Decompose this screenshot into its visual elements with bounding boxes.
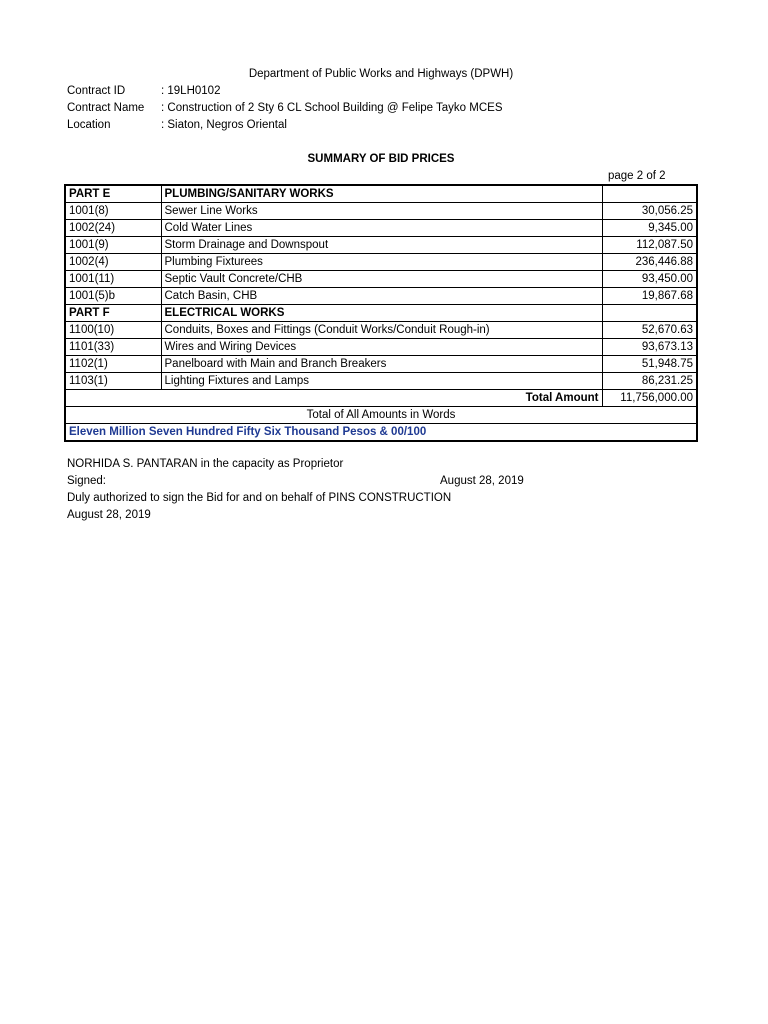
table-row bbox=[65, 237, 697, 254]
item-amount bbox=[602, 185, 697, 203]
item-code: 1001(8) bbox=[65, 203, 161, 220]
signed-label: Signed: bbox=[67, 475, 107, 487]
item-code: PART F bbox=[65, 305, 161, 322]
footer-date: August 28, 2019 bbox=[67, 509, 151, 521]
item-amount: 236,446.88 bbox=[602, 254, 697, 271]
location-value: : Siaton, Negros Oriental bbox=[161, 119, 287, 131]
table-row bbox=[65, 203, 697, 220]
total-label: Total Amount bbox=[65, 390, 602, 407]
item-amount bbox=[602, 305, 697, 322]
item-code: 1100(10) bbox=[65, 322, 161, 339]
item-description: PLUMBING/SANITARY WORKS bbox=[161, 185, 602, 203]
agency-title: Department of Public Works and Highways (DPWH) bbox=[248, 68, 514, 80]
item-code: 1102(1) bbox=[65, 356, 161, 373]
table-row bbox=[65, 271, 697, 288]
table-row bbox=[65, 185, 697, 203]
words-value: Eleven Million Seven Hundred Fifty Six Thousand Pesos & 00/100 bbox=[65, 424, 697, 442]
item-description: Plumbing Fixturees bbox=[161, 254, 602, 271]
item-amount: 86,231.25 bbox=[602, 373, 697, 390]
item-amount: 51,948.75 bbox=[602, 356, 697, 373]
item-code: 1002(24) bbox=[65, 220, 161, 237]
item-code: 1001(9) bbox=[65, 237, 161, 254]
item-amount: 93,450.00 bbox=[602, 271, 697, 288]
authorization-line: Duly authorized to sign the Bid for and on behalf of PINS CONSTRUCTION bbox=[67, 492, 452, 504]
bid-table bbox=[64, 184, 698, 442]
item-description: Conduits, Boxes and Fittings (Conduit Works/Conduit Rough-in) bbox=[161, 322, 602, 339]
item-amount: 52,670.63 bbox=[602, 322, 697, 339]
location-label: Location bbox=[67, 119, 111, 131]
item-description: Lighting Fixtures and Lamps bbox=[161, 373, 602, 390]
words-value-row bbox=[65, 424, 697, 442]
item-amount: 30,056.25 bbox=[602, 203, 697, 220]
words-label-row bbox=[65, 407, 697, 424]
total-value: 11,756,000.00 bbox=[602, 390, 697, 407]
item-description: Storm Drainage and Downspout bbox=[161, 237, 602, 254]
item-description: Sewer Line Works bbox=[161, 203, 602, 220]
signed-date: August 28, 2019 bbox=[440, 475, 524, 487]
summary-title: SUMMARY OF BID PRICES bbox=[307, 153, 455, 165]
table-row bbox=[65, 356, 697, 373]
proprietor-line: NORHIDA S. PANTARAN in the capacity as Proprietor bbox=[67, 458, 344, 470]
item-amount: 112,087.50 bbox=[602, 237, 697, 254]
table-row bbox=[65, 322, 697, 339]
table-row bbox=[65, 373, 697, 390]
contract-id-value: : 19LH0102 bbox=[161, 85, 221, 97]
item-amount: 9,345.00 bbox=[602, 220, 697, 237]
total-row bbox=[65, 390, 697, 407]
item-description: ELECTRICAL WORKS bbox=[161, 305, 602, 322]
words-label: Total of All Amounts in Words bbox=[65, 407, 697, 424]
item-description: Catch Basin, CHB bbox=[161, 288, 602, 305]
item-code: 1103(1) bbox=[65, 373, 161, 390]
item-code: 1001(5)b bbox=[65, 288, 161, 305]
item-amount: 19,867.68 bbox=[602, 288, 697, 305]
item-description: Panelboard with Main and Branch Breakers bbox=[161, 356, 602, 373]
contract-name-label: Contract Name bbox=[67, 102, 145, 114]
bid-table-body bbox=[65, 185, 697, 390]
item-amount: 93,673.13 bbox=[602, 339, 697, 356]
item-code: PART E bbox=[65, 185, 161, 203]
page-number: page 2 of 2 bbox=[608, 170, 666, 182]
table-row bbox=[65, 220, 697, 237]
item-description: Septic Vault Concrete/CHB bbox=[161, 271, 602, 288]
contract-id-label: Contract ID bbox=[67, 85, 126, 97]
item-code: 1001(11) bbox=[65, 271, 161, 288]
item-code: 1101(33) bbox=[65, 339, 161, 356]
item-description: Cold Water Lines bbox=[161, 220, 602, 237]
contract-name-value: : Construction of 2 Sty 6 CL School Building @ Felipe Tayko MCES bbox=[161, 102, 503, 114]
item-code: 1002(4) bbox=[65, 254, 161, 271]
table-row bbox=[65, 339, 697, 356]
table-row bbox=[65, 254, 697, 271]
item-description: Wires and Wiring Devices bbox=[161, 339, 602, 356]
table-row bbox=[65, 305, 697, 322]
table-row bbox=[65, 288, 697, 305]
